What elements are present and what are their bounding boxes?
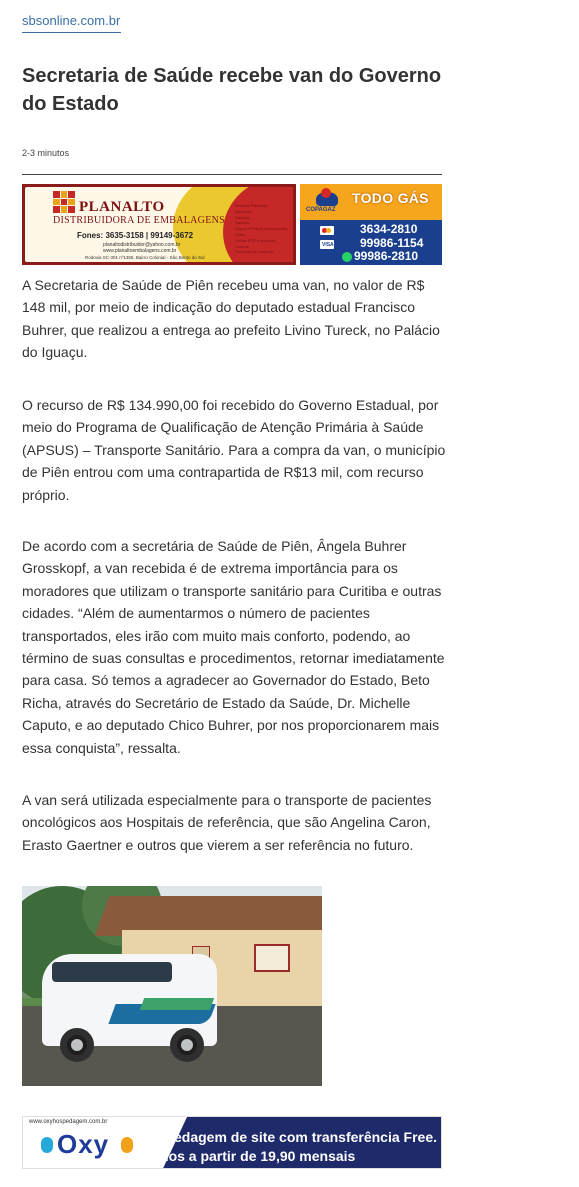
read-time: 2-3 minutos bbox=[22, 148, 70, 158]
product-item: Produtos de Limpeza. bbox=[235, 249, 274, 255]
photo-van-stripe bbox=[140, 998, 214, 1010]
ad-planalto-web: www.planaltoembalagens.com.br bbox=[103, 248, 177, 254]
article-paragraph: A Secretaria de Saúde de Piên recebeu uma van, no valor de R$ 148 mil, por meio de indicação do deputado estadual Francisco Buhrer, que realizou a entrega ao prefeito Livino Tureck, no Palácio do Iguaçu. bbox=[22, 277, 440, 361]
article-paragraph: De acordo com a secretária de Saúde de Piên, Ângela Buhrer Grosskopf, a van recebida é de extrema importância para os moradores que utilizam o transporte sanitário para Curitiba e outras cidades. “Além de aumentarmos o número de pacientes transportados, eles irão com muito mais conforto, podendo, ao término de suas consultas e procedimentos, retornar imediatamente para casa. Só temos a agradecer ao Governador do Estado, Beto Richa, através do Secretário de Estado da Saúde, Dr. Michelle Caputo, e ao deputado Chico Buhrer, por nos proporcionarem mais essa conquista”, ressalta. bbox=[22, 538, 445, 756]
ad-banner-todogas[interactable] bbox=[300, 184, 442, 265]
site-link[interactable]: sbsonline.com.br bbox=[22, 13, 121, 28]
divider bbox=[22, 174, 442, 175]
article-paragraph: O recurso de R$ 134.990,00 foi recebido do Governo Estadual, por meio do Programa de Qualificação de Atenção Primária à Saúde (APSUS) – Transporte Sanitário. Para a compra da van, o município de Piên entrou com uma contrapartida de R$13 mil, com recurso próprio. bbox=[22, 397, 446, 503]
ad-planalto-address: Rodovia SC-301 nº1355, Bairro Colonial - São Bento do Sul bbox=[85, 255, 205, 260]
product-item: Potes, bbox=[235, 231, 247, 237]
ad-planalto-products bbox=[235, 203, 293, 255]
oxy-mascot-icon bbox=[121, 1137, 133, 1153]
product-item: Bobinas Plásticas, bbox=[235, 203, 268, 208]
site-link-underline bbox=[22, 32, 121, 33]
mastercard-icon bbox=[320, 226, 334, 235]
ad-todogas-phone-1: 3634-2810 bbox=[360, 222, 418, 236]
ad-planalto-background bbox=[25, 187, 293, 262]
ad-banner-oxy[interactable] bbox=[22, 1116, 442, 1169]
ad-planalto-email: planaltodistribuidor@yahoo.com.br bbox=[103, 242, 181, 248]
ad-oxy-line-1: Hospedagem de site com transferência Free. bbox=[139, 1129, 437, 1145]
page-title: Secretaria de Saúde recebe van do Governo do Estado bbox=[22, 65, 442, 115]
ad-planalto-subtitle: DISTRIBUIDORA DE EMBALAGENS bbox=[53, 215, 225, 226]
ad-banner-planalto[interactable] bbox=[22, 184, 296, 265]
photo-building-window bbox=[254, 944, 290, 972]
product-item: Copos e Pratos Descartáveis, bbox=[235, 226, 288, 232]
photo-van-windows bbox=[52, 962, 172, 982]
photo-van-wheel bbox=[170, 1028, 204, 1062]
ad-todogas-brand: COPAGAZ bbox=[306, 207, 336, 213]
whatsapp-icon bbox=[342, 252, 352, 262]
product-item: Sacolas, bbox=[235, 214, 251, 220]
product-item: Marmitex, bbox=[235, 208, 253, 214]
ad-planalto-name: PLANALTO bbox=[79, 199, 165, 215]
copagaz-flame-icon bbox=[321, 188, 331, 198]
ad-oxy-line-2: Planos a partir de 19,90 mensais bbox=[139, 1148, 356, 1164]
ad-planalto-phones: Fones: 3635-3158 | 99149-3672 bbox=[77, 231, 194, 240]
ad-todogas-phone-3: 99986-2810 bbox=[354, 249, 419, 263]
photo-van-wheel bbox=[60, 1028, 94, 1062]
article-paragraph: A van será utilizada especialmente para o transporte de pacientes oncológicos aos Hospitais de referência, que são Angelina Caron, Erasto Gaertner e outros que vierem a ser referência no futuro. bbox=[22, 792, 432, 853]
ad-oxy-url: www.oxyhospedagem.com.br bbox=[29, 1119, 108, 1125]
ad-todogas-phone-2: 99986-1154 bbox=[360, 236, 424, 250]
planalto-logo-icon bbox=[53, 191, 75, 213]
oxy-mascot-icon bbox=[41, 1137, 53, 1153]
visa-icon: VISA bbox=[322, 242, 334, 248]
ad-oxy-logo: Oxy bbox=[57, 1129, 110, 1159]
article-photo-van bbox=[22, 886, 322, 1086]
ad-todogas-title: TODO GÁS bbox=[352, 190, 429, 206]
product-item: Linhas EPS e Acrílicos, bbox=[235, 237, 277, 243]
product-item: Lixeiras, bbox=[235, 243, 250, 249]
product-item: Sacolas, bbox=[235, 220, 251, 226]
